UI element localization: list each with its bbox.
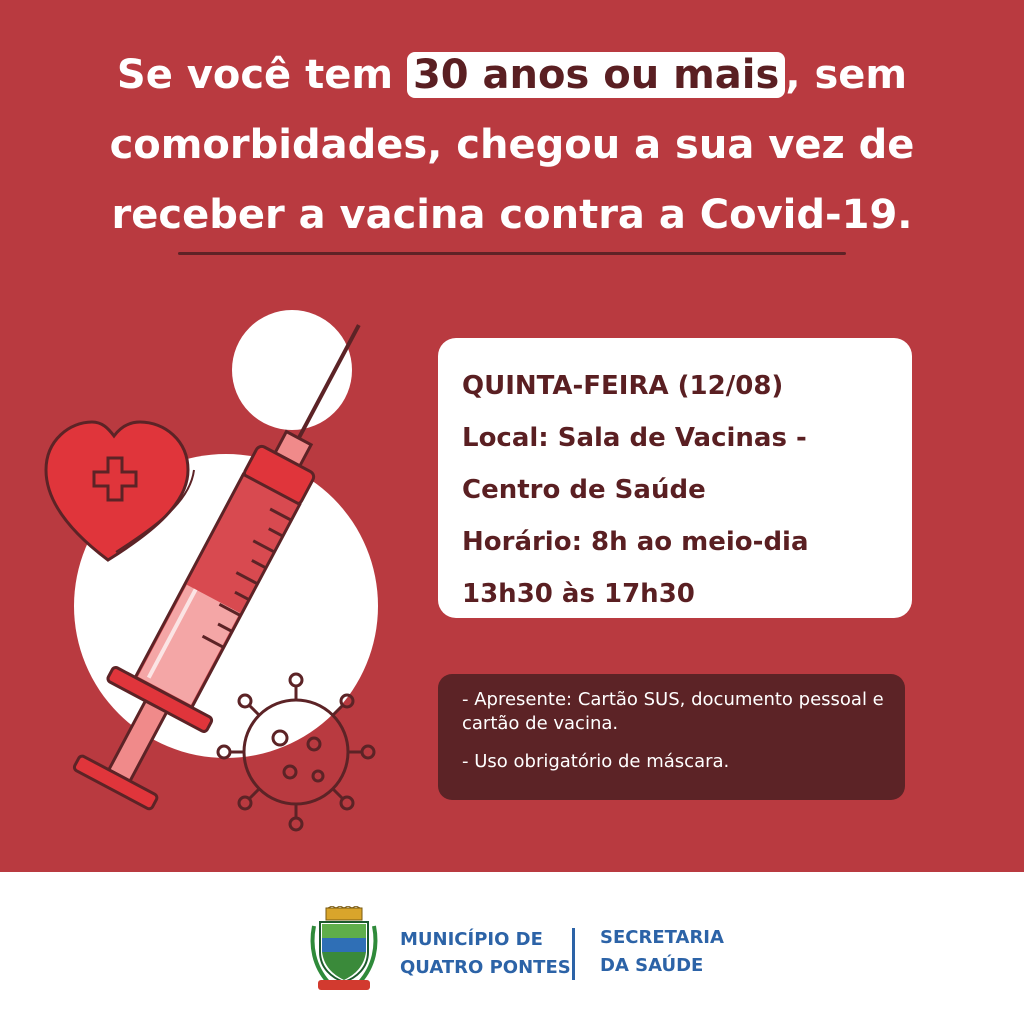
municipality-name xyxy=(400,926,571,982)
note-documents: - Apresente: Cartão SUS, documento pessoal e cartão de vacina. xyxy=(462,689,884,734)
footer-separator xyxy=(572,928,575,980)
schedule-hours-line2: 13h30 às 17h30 xyxy=(462,579,695,609)
department-name xyxy=(600,924,724,980)
schedule-hours-line1: Horário: 8h ao meio-dia xyxy=(462,527,809,557)
schedule-location-line1: Local: Sala de Vacinas - xyxy=(462,423,807,453)
note-mask: - Uso obrigatório de máscara. xyxy=(462,751,730,772)
municipal-crest-icon xyxy=(306,906,382,992)
headline-highlight: 30 anos ou mais xyxy=(407,52,785,98)
schedule-day: QUINTA-FEIRA (12/08) xyxy=(462,371,784,401)
schedule-location-line2: Centro de Saúde xyxy=(462,475,706,505)
illustration xyxy=(30,290,430,850)
municipality-line2: QUATRO PONTES xyxy=(400,957,571,978)
divider xyxy=(178,252,846,255)
headline xyxy=(60,40,964,250)
headline-pre: Se você tem xyxy=(116,52,407,98)
notes-card xyxy=(438,674,905,800)
virus-icon xyxy=(218,674,374,830)
schedule-card xyxy=(438,338,912,618)
headline-post: , sem comorbidades, chegou a sua vez de receber a vacina contra a Covid-19. xyxy=(109,52,915,238)
municipality-line1: MUNICÍPIO DE xyxy=(400,929,543,950)
department-line1: SECRETARIA xyxy=(600,927,724,948)
department-line2: DA SAÚDE xyxy=(600,955,704,976)
